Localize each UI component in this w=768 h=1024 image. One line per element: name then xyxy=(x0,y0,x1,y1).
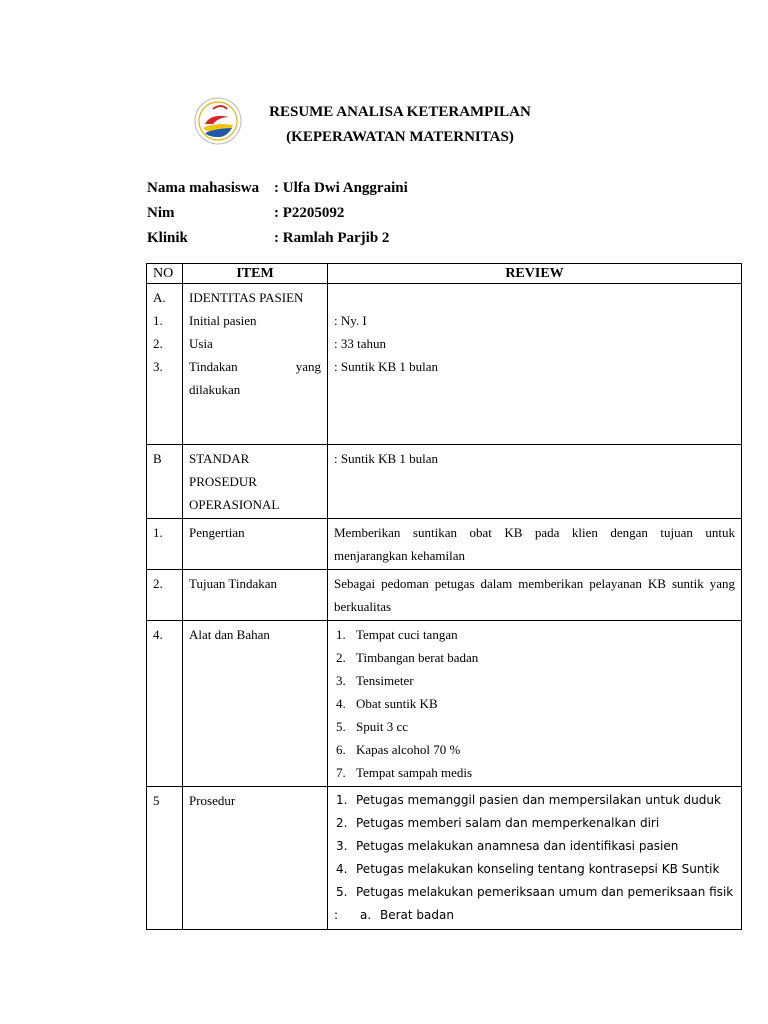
row-number: 5 xyxy=(147,787,183,930)
header-review: REVIEW xyxy=(328,264,742,284)
table-header-row xyxy=(147,264,742,284)
section-a-numbers: A. 1. 2. 3. xyxy=(147,284,183,445)
table-row xyxy=(147,284,742,445)
list-item: 3. Tensimeter xyxy=(336,673,414,688)
list-item: 4. Obat suntik KB xyxy=(336,696,438,711)
header-no: NO xyxy=(147,264,183,284)
student-name-label: Nama mahasiswa xyxy=(147,180,260,196)
table-row xyxy=(147,570,742,621)
clinic-row xyxy=(147,230,389,247)
student-name-row xyxy=(147,180,408,197)
row-item: Tujuan Tindakan xyxy=(183,570,328,621)
list-item: 3. Petugas melakukan anamnesa dan identifikasi pasien xyxy=(336,839,679,853)
equipment-list-cell xyxy=(328,621,742,787)
procedure-list-cell xyxy=(328,787,742,930)
section-b-number: B xyxy=(147,445,183,519)
row-number: 4. xyxy=(147,621,183,787)
nim-row xyxy=(147,205,344,222)
row-item: Prosedur xyxy=(183,787,328,930)
row-review: Memberikan suntikan obat KB pada klien dengan tujuan untuk menjarangkan kehamilan xyxy=(328,519,742,570)
skill-review-table xyxy=(146,263,742,930)
table-row xyxy=(147,787,742,930)
nim-value: : P2205092 xyxy=(274,205,345,221)
row-review: Sebagai pedoman petugas dalam memberikan pelayanan KB suntik yang berkualitas xyxy=(328,570,742,621)
sub-list-item: a. Berat badan xyxy=(360,908,454,922)
list-item: 6. Kapas alcohol 70 % xyxy=(336,742,461,757)
row-number: 2. xyxy=(147,570,183,621)
section-b-item: STANDAR PROSEDUR OPERASIONAL xyxy=(183,445,328,519)
list-item: 2. Petugas memberi salam dan memperkenalkan diri xyxy=(336,816,660,830)
list-item: 5. Petugas melakukan pemeriksaan umum dan pemeriksaan fisik : xyxy=(334,885,734,922)
clinic-label: Klinik xyxy=(147,230,188,246)
section-a-review: : Ny. I : 33 tahun : Suntik KB 1 bulan xyxy=(328,284,742,445)
row-item: Pengertian xyxy=(183,519,328,570)
row-number: 1. xyxy=(147,519,183,570)
section-a-items: IDENTITAS PASIEN Initial pasien Usia Tindakan yang dilakukan xyxy=(183,284,328,445)
table-row xyxy=(147,519,742,570)
list-item: 4. Petugas melakukan konseling tentang kontrasepsi KB Suntik xyxy=(336,862,720,876)
clinic-value: : Ramlah Parjib 2 xyxy=(274,230,390,246)
section-b-review: : Suntik KB 1 bulan xyxy=(328,445,742,519)
nim-label: Nim xyxy=(147,205,175,221)
list-item: 5. Spuit 3 cc xyxy=(336,719,408,734)
list-item: 1. Petugas memanggil pasien dan mempersilakan untuk duduk xyxy=(336,793,721,807)
table-row xyxy=(147,445,742,519)
list-item: 7. Tempat sampah medis xyxy=(336,765,473,780)
list-item: 2. Timbangan berat badan xyxy=(336,650,479,665)
list-item: 1. Tempat cuci tangan xyxy=(336,627,458,642)
document-subtitle: (KEPERAWATAN MATERNITAS) xyxy=(286,129,514,145)
student-name-value: : Ulfa Dwi Anggraini xyxy=(274,180,408,196)
row-item: Alat dan Bahan xyxy=(183,621,328,787)
table-row xyxy=(147,621,742,787)
header-item: ITEM xyxy=(183,264,328,284)
document-title: RESUME ANALISA KETERAMPILAN xyxy=(269,104,531,120)
